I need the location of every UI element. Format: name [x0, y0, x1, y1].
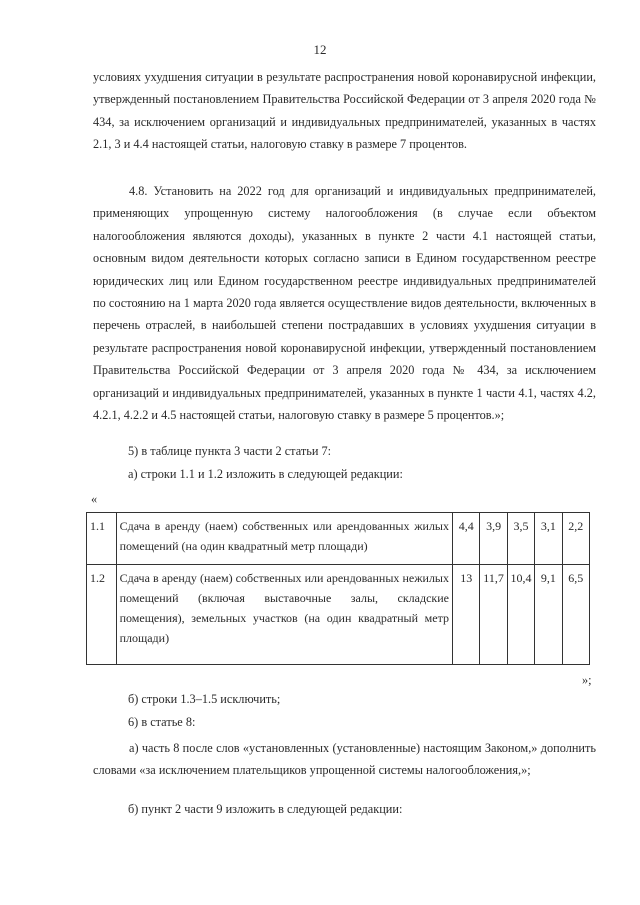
rate-cell: 3,5 [507, 513, 534, 565]
rate-cell: 3,1 [535, 513, 562, 565]
page-number: 12 [313, 42, 327, 57]
item-a-line: а) строки 1.1 и 1.2 изложить в следующей редакции: [128, 467, 403, 481]
rate-cell: 6,5 [562, 565, 589, 665]
item-b-line: б) строки 1.3–1.5 исключить; [128, 692, 281, 706]
row-number: 1.1 [87, 513, 117, 565]
rate-cell: 3,9 [480, 513, 507, 565]
rates-table [86, 512, 590, 665]
paragraph-6a [93, 737, 596, 782]
rate-cell: 2,2 [562, 513, 589, 565]
close-quote: »; [582, 673, 592, 687]
rate-cell: 4,4 [453, 513, 480, 565]
table-row [87, 513, 590, 565]
paragraph-text: условиях ухудшения ситуации в результате распространения новой коронавирусной инфекции, утвержденный постановлением Правительства Российской Федерации от 3 апреля 2020 года № 434, за исключением организаций и индивидуальных предпринимателей, указанных в частях 2.1, 3 и 4.4 настоящей статьи, налоговую ставку в размере 7 процентов. [93, 70, 596, 152]
paragraph-text: а) часть 8 после слов «установленных (установленные) настоящим Законом,» дополнить словами «за исключением плательщиков упрощенной системы налогообложения,»; [93, 741, 596, 778]
item-6-line: 6) в статье 8: [128, 715, 196, 729]
row-description: Сдача в аренду (наем) собственных или арендованных жилых помещений (на один квадратный метр площади) [116, 513, 452, 565]
paragraph-continuation [93, 66, 596, 156]
item-b2-line: б) пункт 2 части 9 изложить в следующей редакции: [128, 802, 403, 816]
rate-cell: 13 [453, 565, 480, 665]
paragraph-4-8 [93, 180, 596, 426]
table-row [87, 565, 590, 665]
rate-cell: 11,7 [480, 565, 507, 665]
item-5-line: 5) в таблице пункта 3 части 2 статьи 7: [128, 444, 332, 458]
rate-cell: 9,1 [535, 565, 562, 665]
rate-cell: 10,4 [507, 565, 534, 665]
paragraph-text: 4.8. Установить на 2022 год для организаций и индивидуальных предпринимателей, применяющих упрощенную систему налогообложения (в случае если объектом налогообложения являются доходы), указанных в пункте 2 части 4.1 настоящей статьи, основным видом деятельности которых согласно записи в Едином государственном реестре юридических лиц или Едином государственном реестре индивидуальных предпринимателей по состоянию на 1 марта 2020 года является осуществление видов деятельности, включенных в перечень отраслей, в наибольшей степени пострадавших в условиях ухудшения ситуации в результате распространения новой коронавирусной инфекции, утвержденный постановлением Правительства Российской Федерации от 3 апреля 2020 года № 434, за исключением организаций и индивидуальных предпринимателей, указанных в пункте 1 части 4.1, частях 4.2, 4.2.1, 4.2.2 и 4.5 настоящей статьи, налоговую ставку в размере 5 процентов.»; [93, 184, 596, 423]
open-quote: « [91, 492, 98, 506]
row-description: Сдача в аренду (наем) собственных или арендованных нежилых помещений (включая выставочные залы, складские помещения), земельных участков (на один квадратный метр площади) [116, 565, 452, 665]
row-number: 1.2 [87, 565, 117, 665]
